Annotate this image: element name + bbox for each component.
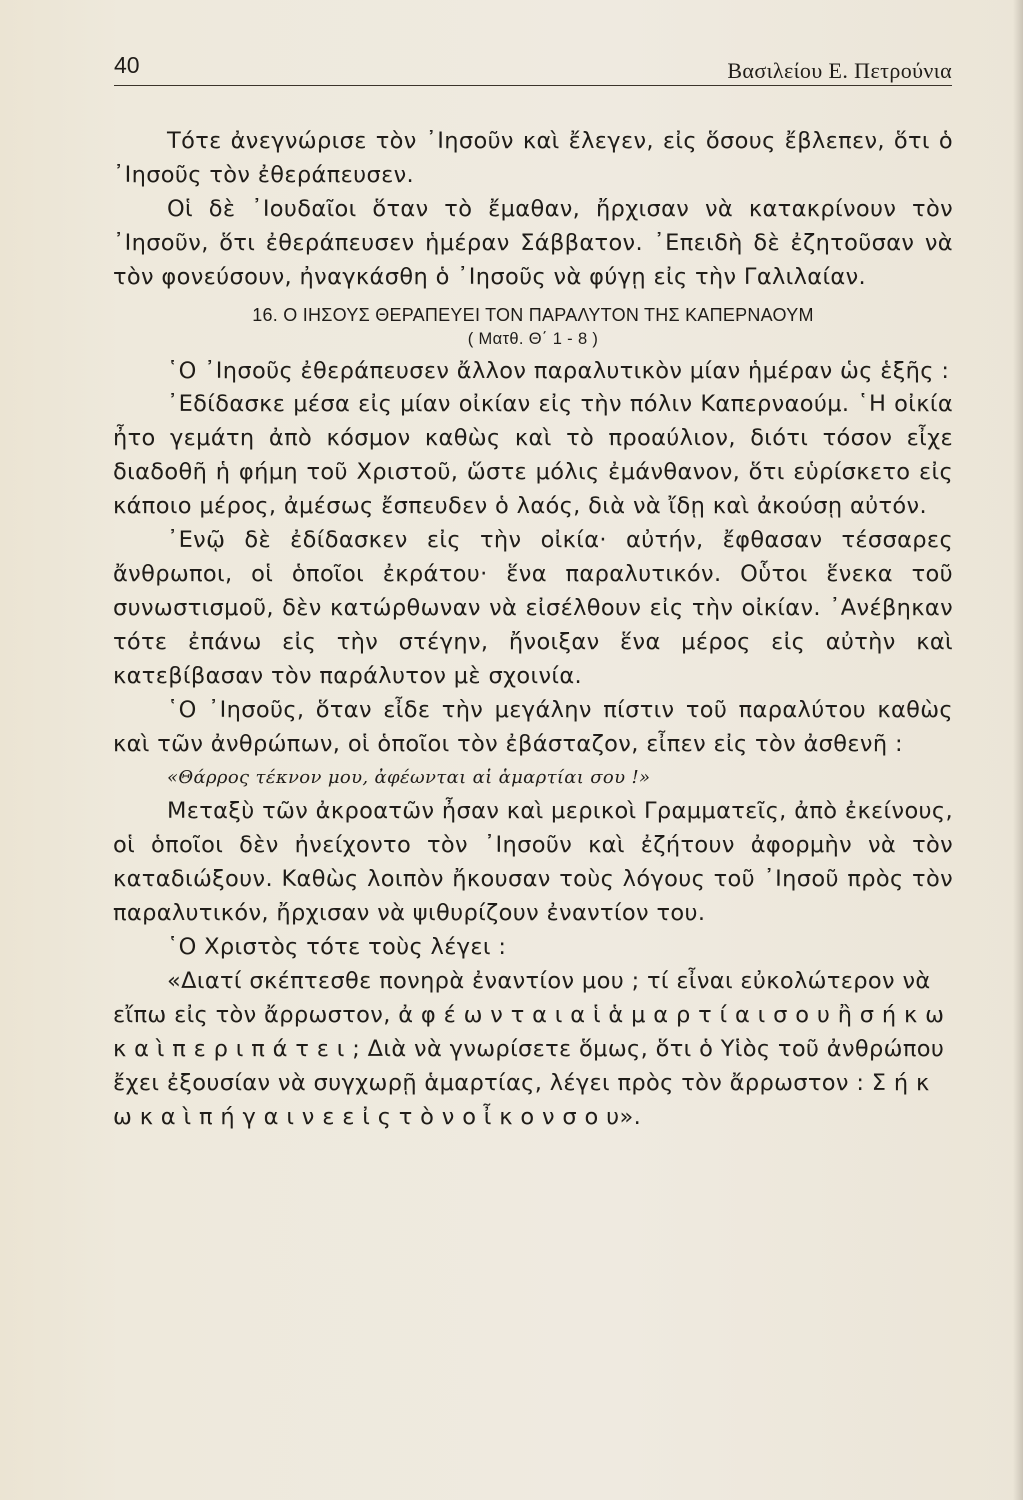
page-edge-shadow <box>1013 0 1023 1500</box>
section-heading: 16. Ο ΙΗΣΟΥΣ ΘΕΡΑΠΕΥΕΙ ΤΟΝ ΠΑΡΑΛΥΤΟΝ ΤΗΣ ΚΑΠΕΡΝΑΟΥΜ <box>252 304 814 325</box>
scripture-reference: ( Ματθ. Θ΄ 1 - 8 ) <box>467 329 599 348</box>
paragraph: «Διατί σκέπτεσθε πονηρὰ ἐναντίον μου ; τί εἶναι εὐκολώτερον νὰ εἴπω εἰς τὸν ἄρρωστον, ἀ φ έ ω ν τ α ι α ἱ ἁ μ α ρ τ ί α ι σ ο υ ἢ σ ή κ ω κ α ὶ π ε ρ ι π ά τ ε ι ; Διὰ νὰ γνωρίσετε ὅμως, ὅτι ὁ Υἱὸς τοῦ ἀνθρώπου ἔχει ἐξουσίαν νὰ συγχωρῇ ἁμαρτίας, λέγει πρὸς τὸν ἄρρωστον : Σ ή κ ω κ α ὶ π ή γ α ι ν ε ε ἰ ς τ ὸ ν ο ἶ κ ο ν σ ο υ». <box>113 967 945 1130</box>
header-rule <box>114 85 952 86</box>
paragraph: ᾿Ενῷ δὲ ἐδίδασκεν εἰς τὴν οἰκία· αὐτήν, ἔφθασαν τέσσαρες ἄνθρωποι, οἱ ὁποῖοι ἐκράτου· ἕνα παραλυτικόν. Οὗτοι ἕνεκα τοῦ συνωστισμοῦ, δὲν κατώρθωναν νὰ εἰσέλθουν εἰς τὴν οἰκίαν. ᾿Ανέβηκαν τότε ἐπάνω εἰς τὴν στέγην, ἤνοιξαν ἕνα μέρος εἰς αὐτὴν καὶ κατεβίβασαν τὸν παράλυτον μὲ σχοινία. <box>113 527 953 689</box>
paragraph: ῾Ο ᾿Ιησοῦς, ὅταν εἶδε τὴν μεγάλην πίστιν τοῦ παραλύτου καθὼς καὶ τῶν ἀνθρώπων, οἱ ὁποῖοι τὸν ἐβάσταζον, εἶπεν εἰς τὸν ἀσθενῆ : <box>113 696 953 757</box>
quotation: «Θάρρος τέκνον μου, ἀφέωνται αἱ ἁμαρτίαι σου !» <box>167 767 651 789</box>
paragraph: Οἱ δὲ ᾿Ιουδαῖοι ὅταν τὸ ἔμαθαν, ἤρχισαν νὰ κατακρίνουν τὸν ᾿Ιησοῦν, ὅτι ἐθεράπευσεν ἡμέραν Σάββατον. ᾿Επειδὴ δὲ ἐζητοῦσαν νὰ τὸν φονεύσουν, ἠναγκάσθη ὁ ᾿Ιησοῦς νὰ φύγῃ εἰς τὴν Γαλιλαίαν. <box>113 195 953 290</box>
page-body <box>113 125 953 1134</box>
paragraph: Τότε ἀνεγνώρισε τὸν ᾿Ιησοῦν καὶ ἔλεγεν, εἰς ὅσους ἔβλεπεν, ὅτι ὁ ᾿Ιησοῦς τὸν ἐθεράπευσεν. <box>113 128 953 188</box>
paragraph: Μεταξὺ τῶν ἀκροατῶν ἦσαν καὶ μερικοὶ Γραμματεῖς, ἀπὸ ἐκείνους, οἱ ὁποῖοι δὲν ἠνείχοντο τὸν ᾿Ιησοῦν καὶ ἐζήτουν ἀφορμὴν νὰ τὸν καταδιώξουν. Καθὼς λοιπὸν ἤκουσαν τοὺς λόγους τοῦ ᾿Ιησοῦ πρὸς τὸν παραλυτικόν, ἤρχισαν νὰ ψιθυρίζουν ἐναντίον του. <box>113 798 953 927</box>
paragraph: ῾Ο Χριστὸς τότε τοὺς λέγει : <box>167 934 507 961</box>
running-head: Βασιλείου Ε. Πετρούνια <box>727 58 952 83</box>
paragraph: ῾Ο ᾿Ιησοῦς ἐθεράπευσεν ἄλλον παραλυτικὸν μίαν ἡμέραν ὡς ἑξῆς : <box>167 357 950 384</box>
page-number: 40 <box>114 52 140 78</box>
paragraph: ᾿Εδίδασκε μέσα εἰς μίαν οἰκίαν εἰς τὴν πόλιν Καπερναούμ. ῾Η οἰκία ἦτο γεμάτη ἀπὸ κόσμον καθὼς καὶ τὸ προαύλιον, διότι τόσον εἶχε διαδοθῆ ἡ φήμη τοῦ Χριστοῦ, ὥστε μόλις ἐμάνθανον, ὅτι εὑρίσκετο εἰς κάποιο μέρος, ἀμέσως ἔσπευδεν ὁ λαός, διὰ νὰ ἴδῃ καὶ ἀκούσῃ αὐτόν. <box>113 391 953 520</box>
page-header <box>114 52 952 86</box>
